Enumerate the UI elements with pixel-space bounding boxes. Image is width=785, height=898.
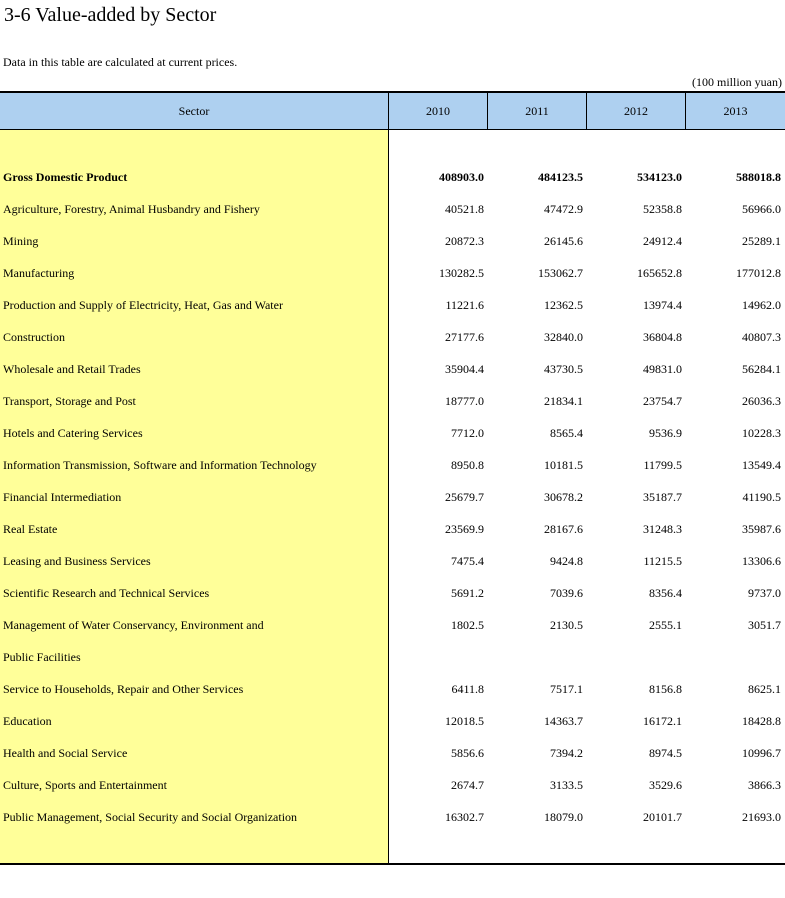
table-row [0, 327, 785, 347]
value-2011: 7394.2 [550, 746, 583, 760]
table-row [0, 391, 785, 411]
value-2013: 8625.1 [748, 682, 781, 696]
sector-label: Public Management, Social Security and Social Organization [3, 810, 298, 824]
sector-label: Wholesale and Retail Trades [3, 362, 141, 376]
page-title: 3-6 Value-added by Sector [4, 4, 217, 26]
table-row [0, 743, 785, 763]
value-2012: 13974.4 [643, 298, 682, 312]
value-2010: 8950.8 [451, 458, 484, 472]
value-2012: 3529.6 [649, 778, 682, 792]
sector-label: Production and Supply of Electricity, Heat, Gas and Water [3, 298, 283, 312]
sector-label: Scientific Research and Technical Services [3, 586, 210, 600]
table-row [0, 295, 785, 315]
value-2011: 7039.6 [550, 586, 583, 600]
value-2013: 25289.1 [742, 234, 781, 248]
header-year-2011: 2011 [488, 93, 586, 129]
value-2011: 9424.8 [550, 554, 583, 568]
table-row [0, 583, 785, 603]
value-2011: 30678.2 [544, 490, 583, 504]
value-2010: 16302.7 [445, 810, 484, 824]
value-2010: 7712.0 [451, 426, 484, 440]
value-2010: 25679.7 [445, 490, 484, 504]
value-2013: 588018.8 [736, 170, 781, 184]
value-2010: 11221.6 [445, 298, 484, 312]
table-bottom-rule [0, 863, 785, 865]
header-year-2010: 2010 [389, 93, 487, 129]
divider-2011 [586, 93, 587, 129]
value-2011: 14363.7 [544, 714, 583, 728]
sector-label: Education [3, 714, 52, 728]
value-2010: 18777.0 [445, 394, 484, 408]
value-2010: 130282.5 [439, 266, 484, 280]
value-2012: 35187.7 [643, 490, 682, 504]
value-2011: 43730.5 [544, 362, 583, 376]
sector-label: Real Estate [3, 522, 58, 536]
divider-2012 [685, 93, 686, 129]
unit-label: (100 million yuan) [692, 75, 782, 89]
value-2011: 26145.6 [544, 234, 583, 248]
table-row [0, 647, 785, 667]
value-2013: 10996.7 [742, 746, 781, 760]
sector-label: Agriculture, Forestry, Animal Husbandry and Fishery [3, 202, 260, 216]
divider-2010 [487, 93, 488, 129]
sector-label: Construction [3, 330, 65, 344]
table-row [0, 711, 785, 731]
header-year-2012: 2012 [587, 93, 685, 129]
value-2012: 52358.8 [643, 202, 682, 216]
table-row [0, 519, 785, 539]
table-row [0, 679, 785, 699]
value-2013: 41190.5 [742, 490, 781, 504]
value-2012: 534123.0 [637, 170, 682, 184]
value-2012: 24912.4 [643, 234, 682, 248]
table-row [0, 263, 785, 283]
value-2012: 31248.3 [643, 522, 682, 536]
sector-label: Information Transmission, Software and Information Technology [3, 458, 317, 472]
sector-label: Public Facilities [3, 650, 81, 664]
value-2012: 165652.8 [637, 266, 682, 280]
value-2010: 23569.9 [445, 522, 484, 536]
value-2012: 8356.4 [649, 586, 682, 600]
value-2012: 2555.1 [649, 618, 682, 632]
header-year-2013: 2013 [686, 93, 785, 129]
value-2011: 21834.1 [544, 394, 583, 408]
value-2012: 11215.5 [643, 554, 682, 568]
value-2012: 8156.8 [649, 682, 682, 696]
sector-label: Culture, Sports and Entertainment [3, 778, 167, 792]
sector-label: Transport, Storage and Post [3, 394, 136, 408]
value-2013: 10228.3 [742, 426, 781, 440]
value-2010: 1802.5 [451, 618, 484, 632]
value-2011: 12362.5 [544, 298, 583, 312]
value-2013: 26036.3 [742, 394, 781, 408]
table-row [0, 423, 785, 443]
value-2012: 20101.7 [643, 810, 682, 824]
sector-label: Hotels and Catering Services [3, 426, 143, 440]
value-2010: 12018.5 [445, 714, 484, 728]
sector-label: Management of Water Conservancy, Environment and [3, 618, 264, 632]
value-2011: 8565.4 [550, 426, 583, 440]
value-2011: 32840.0 [544, 330, 583, 344]
value-2013: 18428.8 [742, 714, 781, 728]
value-2010: 35904.4 [445, 362, 484, 376]
value-2010: 7475.4 [451, 554, 484, 568]
value-2011: 2130.5 [550, 618, 583, 632]
value-2011: 3133.5 [550, 778, 583, 792]
value-2011: 47472.9 [544, 202, 583, 216]
table-row [0, 231, 785, 251]
value-2013: 177012.8 [736, 266, 781, 280]
table-note: Data in this table are calculated at current prices. [3, 55, 238, 69]
value-2010: 27177.6 [445, 330, 484, 344]
table-row [0, 615, 785, 635]
header-sector: Sector [0, 93, 388, 129]
value-2010: 408903.0 [439, 170, 484, 184]
value-2010: 20872.3 [445, 234, 484, 248]
value-2011: 153062.7 [538, 266, 583, 280]
value-2013: 21693.0 [742, 810, 781, 824]
sector-label: Manufacturing [3, 266, 75, 280]
value-2010: 2674.7 [451, 778, 484, 792]
value-2013: 13549.4 [742, 458, 781, 472]
value-2011: 484123.5 [538, 170, 583, 184]
sector-label: Mining [3, 234, 39, 248]
value-2012: 16172.1 [643, 714, 682, 728]
value-2013: 9737.0 [748, 586, 781, 600]
sector-label: Service to Households, Repair and Other Services [3, 682, 244, 696]
value-2013: 3051.7 [748, 618, 781, 632]
value-2011: 10181.5 [544, 458, 583, 472]
sector-label: Leasing and Business Services [3, 554, 151, 568]
value-2011: 7517.1 [550, 682, 583, 696]
value-2011: 28167.6 [544, 522, 583, 536]
table-row [0, 199, 785, 219]
value-2013: 13306.6 [742, 554, 781, 568]
table-row [0, 167, 785, 187]
value-2012: 49831.0 [643, 362, 682, 376]
value-2010: 6411.8 [451, 682, 484, 696]
table-row [0, 551, 785, 571]
value-2011: 18079.0 [544, 810, 583, 824]
value-2013: 3866.3 [748, 778, 781, 792]
sector-label: Gross Domestic Product [3, 170, 128, 184]
value-2013: 56284.1 [742, 362, 781, 376]
value-2012: 11799.5 [643, 458, 682, 472]
value-2013: 35987.6 [742, 522, 781, 536]
table-row [0, 455, 785, 475]
value-2013: 56966.0 [742, 202, 781, 216]
value-2012: 8974.5 [649, 746, 682, 760]
value-2013: 14962.0 [742, 298, 781, 312]
value-2010: 5691.2 [451, 586, 484, 600]
value-2013: 40807.3 [742, 330, 781, 344]
table-row [0, 487, 785, 507]
sector-label: Financial Intermediation [3, 490, 122, 504]
value-2012: 23754.7 [643, 394, 682, 408]
value-2010: 40521.8 [445, 202, 484, 216]
table-row [0, 775, 785, 795]
table-row [0, 359, 785, 379]
value-2010: 5856.6 [451, 746, 484, 760]
value-2012: 9536.9 [649, 426, 682, 440]
value-2012: 36804.8 [643, 330, 682, 344]
table-row [0, 807, 785, 827]
sector-label: Health and Social Service [3, 746, 128, 760]
